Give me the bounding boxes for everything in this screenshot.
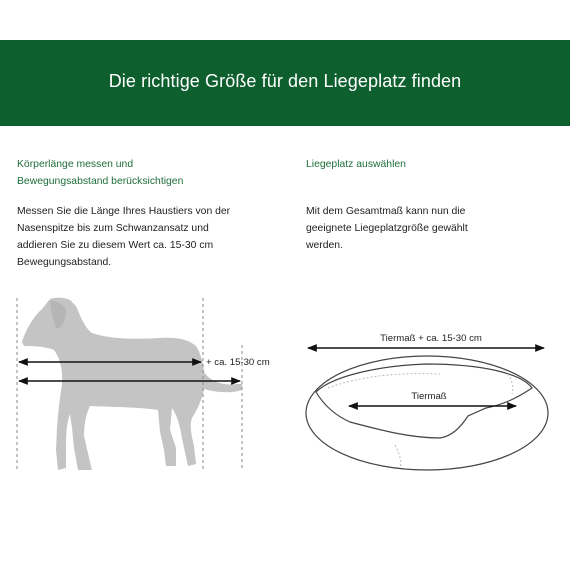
page-title: Die richtige Größe für den Liegeplatz finden (108, 70, 462, 91)
measure-instructions: Messen Sie die Länge Ihres Haustiers von der Nasenspitze bis zum Schwanzansatz und addieren Sie zu diesem Wert ca. 15-30 cm Bewegungsabstand. (17, 206, 231, 268)
inner-size-label: Tiermaß (411, 391, 447, 402)
outer-size-label: Tiermaß + ca. 15-30 cm (380, 333, 482, 344)
extra-distance-label: + ca. 15-30 cm (206, 357, 270, 368)
measure-heading: Körperlänge messen und Bewegungsabstand berücksichtigen (17, 159, 184, 187)
dog-bed-icon (306, 356, 548, 470)
dog-silhouette-icon (22, 298, 242, 470)
choose-instructions: Mit dem Gesamtmaß kann nun die geeignete Liegeplatzgröße gewählt werden. (306, 206, 468, 251)
choose-heading: Liegeplatz auswählen (306, 159, 406, 170)
